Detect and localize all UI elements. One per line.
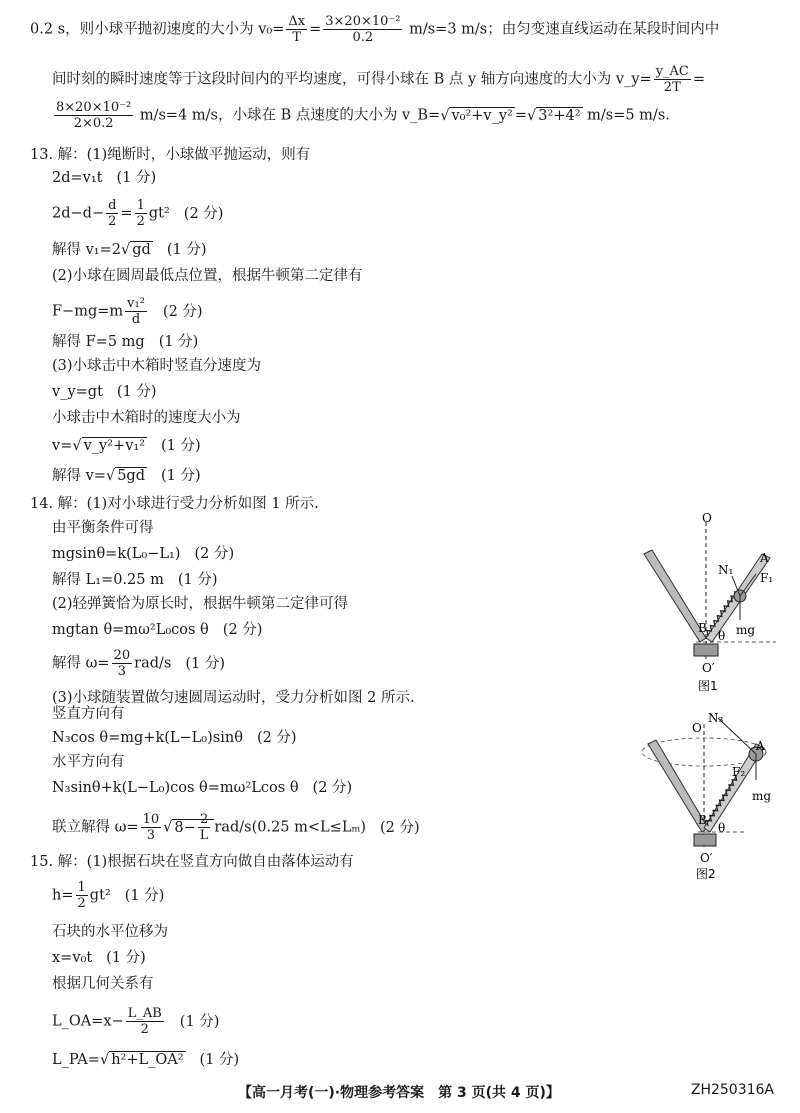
radicand: h²+L_OA² [111,1052,184,1068]
solution-line [30,14,719,45]
solution-line: 由平衡条件可得 [52,520,154,536]
score: (2 分) [256,730,297,746]
score: (2 分) [312,780,353,796]
fraction [112,648,133,679]
numerator: 1 [77,880,86,895]
text: 8− [174,819,196,836]
radicand: 3²+4² [538,107,581,124]
text: 2d−d− [52,205,105,222]
denominator: 2 [77,896,86,911]
solution-line [52,728,297,748]
denominator: 2T [663,80,681,95]
figure-label: θ [718,629,726,643]
denominator: 2 [108,214,117,229]
solution-line [52,466,201,486]
text: = [514,107,528,124]
fraction [198,812,211,843]
score: (2 分) [162,303,203,320]
solution-line: (3)小球击中木箱时竖直分速度为 [52,358,262,374]
radicand: v₀²+v_y² [451,107,513,124]
figure-1 [636,512,786,694]
text: L_OA=x− [52,1013,124,1030]
figure-label: B [698,813,707,827]
footer-title: 【高一月考(一)·物理参考答案 第 3 页(共 4 页)】 [238,1085,560,1101]
radicand: gd [132,242,151,258]
solution-line [52,1006,219,1037]
fraction [135,198,147,229]
solution-line: 石块的水平位移为 [52,924,168,940]
sqrt: √ 3²+4² [527,107,581,124]
fraction [323,14,402,45]
score: (1 分) [199,1052,240,1068]
figure-label: N₃ [708,711,724,725]
text: L_PA= [52,1052,100,1068]
question-13-heading: 13. 解：(1)绳断时，小球做平抛运动，则有 [30,147,311,163]
fraction [125,296,147,327]
fraction [654,64,691,95]
score: (1 分) [116,384,157,400]
text: N₃cos θ=mg+k(L−L₀)sinθ [52,730,243,746]
text: N₃sinθ+k(L−L₀)cos θ=mω²Lcos θ [52,780,299,796]
score: (2 分) [380,819,420,836]
solution-line: 竖直方向有 [52,706,125,722]
numerator: L_AB [127,1006,162,1021]
solution-line: 水平方向有 [52,754,125,770]
score: (1 分) [185,655,225,672]
text: = [309,21,322,38]
text: 联立解得 ω= [52,819,139,836]
fraction [106,198,118,229]
score: (1 分) [161,468,201,484]
score: (1 分) [116,170,157,186]
text: 间时刻的瞬时速度等于这段时间内的平均速度，可得小球在 B 点 y 轴方向速度的大小为 v_y= [52,71,652,88]
figure-label: B [698,621,707,635]
sqrt: √ v_y²+v₁² [72,438,146,454]
text: m/s=5 m/s. [582,107,670,124]
denominator: d [131,312,141,327]
solution-line [52,332,198,352]
numerator: 3×20×10⁻² [325,14,401,29]
denominator: T [292,30,302,45]
numerator: Δx [288,14,306,29]
numerator: 1 [136,198,145,213]
figure-2 [636,710,796,882]
solution-line: (2)小球在圆周最低点位置，根据牛顿第二定律有 [52,268,363,284]
score: (1 分) [106,950,146,966]
text: 2d=v₁t [52,170,103,186]
solution-line [52,100,670,131]
sqrt: √ v₀²+v_y² [440,107,513,124]
text: F−mg=m [52,303,124,320]
denominator: 3 [117,664,126,679]
solution-line [52,64,705,95]
text: = [692,71,706,88]
denominator: 0.2 [352,30,374,45]
fraction [54,100,133,131]
figure-label: O′ [702,661,715,675]
text: m/s=4 m/s，小球在 B 点速度的大小为 v_B= [135,107,441,124]
sqrt: √ 8− $\frac{2}{L}$ [163,812,214,843]
figure-label: O [702,512,712,525]
solution-line [52,1050,239,1070]
fraction [76,880,88,911]
radicand [172,812,214,843]
text: v_y=gt [52,384,103,400]
figure-caption: 图2 [696,867,716,881]
denominator: 2 [136,214,145,229]
numerator: v₁² [127,296,145,311]
numerator: 2 [198,812,211,828]
denominator: 3 [146,828,155,843]
radicand: v_y²+v₁² [83,438,146,454]
text: rad/s [134,655,172,672]
numerator: 8×20×10⁻² [56,100,132,115]
text: mgtan θ=mω²L₀cos θ [52,622,209,638]
solution-line [52,812,420,843]
numerator: 20 [113,648,131,663]
figure-label: A [756,739,765,753]
figure-label: F₂ [732,765,746,779]
solution-line [52,382,157,402]
text: gt² [89,887,111,904]
text: = [120,205,133,222]
solution-line [52,880,164,911]
radicand: 5gd [117,468,145,484]
figure-label: A [760,551,769,565]
figure-label: F₁ [760,571,774,585]
solution-line: (2)轻弹簧恰为原长时，根据牛顿第二定律可得 [52,596,349,612]
figure-label: mg [752,789,772,803]
question-14-heading: 14. 解：(1)对小球进行受力分析如图 1 所示. [30,496,319,512]
text: 解得 ω= [52,655,110,672]
text: rad/s(0.25 m<L≤Lₘ) [214,819,366,836]
text: m/s=3 m/s；由匀变速直线运动在某段时间内中 [404,21,720,38]
text: mgsinθ=k(L₀−L₁) [52,546,181,562]
page-footer [0,1082,800,1104]
fraction [286,14,307,45]
text: 解得 L₁=0.25 m [52,572,164,588]
solution-line [52,198,223,229]
score: (2 分) [222,622,263,638]
denominator: 2×0.2 [73,116,114,131]
fraction [141,812,162,843]
text: h= [52,887,74,904]
question-15-heading: 15. 解：(1)根据石块在竖直方向做自由落体运动有 [30,854,354,870]
numerator: 10 [142,812,160,827]
text: 解得 v= [52,468,106,484]
solution-line [52,948,146,968]
text: x=v₀t [52,950,93,966]
solution-line [52,296,203,327]
footer-code: ZH250316A [690,1082,774,1098]
solution-line: 小球击中木箱时的速度大小为 [52,410,241,426]
text: v= [52,438,73,454]
text: gt² [148,205,170,222]
figure-caption: 图1 [698,679,718,693]
solution-line [52,570,218,590]
solution-line [52,648,225,679]
solution-line: (3)小球随装置做匀速圆周运动时，受力分析如图 2 所示. [52,690,415,706]
text: 解得 F=5 mg [52,334,145,350]
denominator: 2 [140,1022,149,1037]
denominator: L [199,828,209,843]
numerator: y_AC [655,64,689,79]
sqrt: √ gd [121,242,151,258]
score: (2 分) [183,205,224,222]
solution-line [52,168,156,188]
score: (1 分) [158,334,199,350]
figure-label: θ [718,821,726,835]
solution-line [52,436,201,456]
solution-line: 根据几何关系有 [52,976,154,992]
score: (1 分) [124,887,165,904]
text: 0.2 s，则小球平抛初速度的大小为 v₀= [30,21,285,38]
score: (1 分) [179,1013,220,1030]
solution-line [52,620,262,640]
figure-label: O′ [700,851,713,865]
sqrt: √ 5gd [105,468,145,484]
figure-label: mg [736,623,756,637]
text: 解得 v₁=2 [52,242,121,258]
score: (1 分) [177,572,218,588]
score: (1 分) [166,242,207,258]
fraction [126,1006,164,1037]
figure-label: N₁ [718,563,734,577]
figure-label: O [692,721,702,735]
solution-line [52,778,352,798]
score: (1 分) [161,438,201,454]
solution-line [52,240,206,260]
solution-line [52,544,234,564]
numerator: d [108,198,117,213]
sqrt: √ h²+L_OA² [99,1052,184,1068]
score: (2 分) [194,546,235,562]
